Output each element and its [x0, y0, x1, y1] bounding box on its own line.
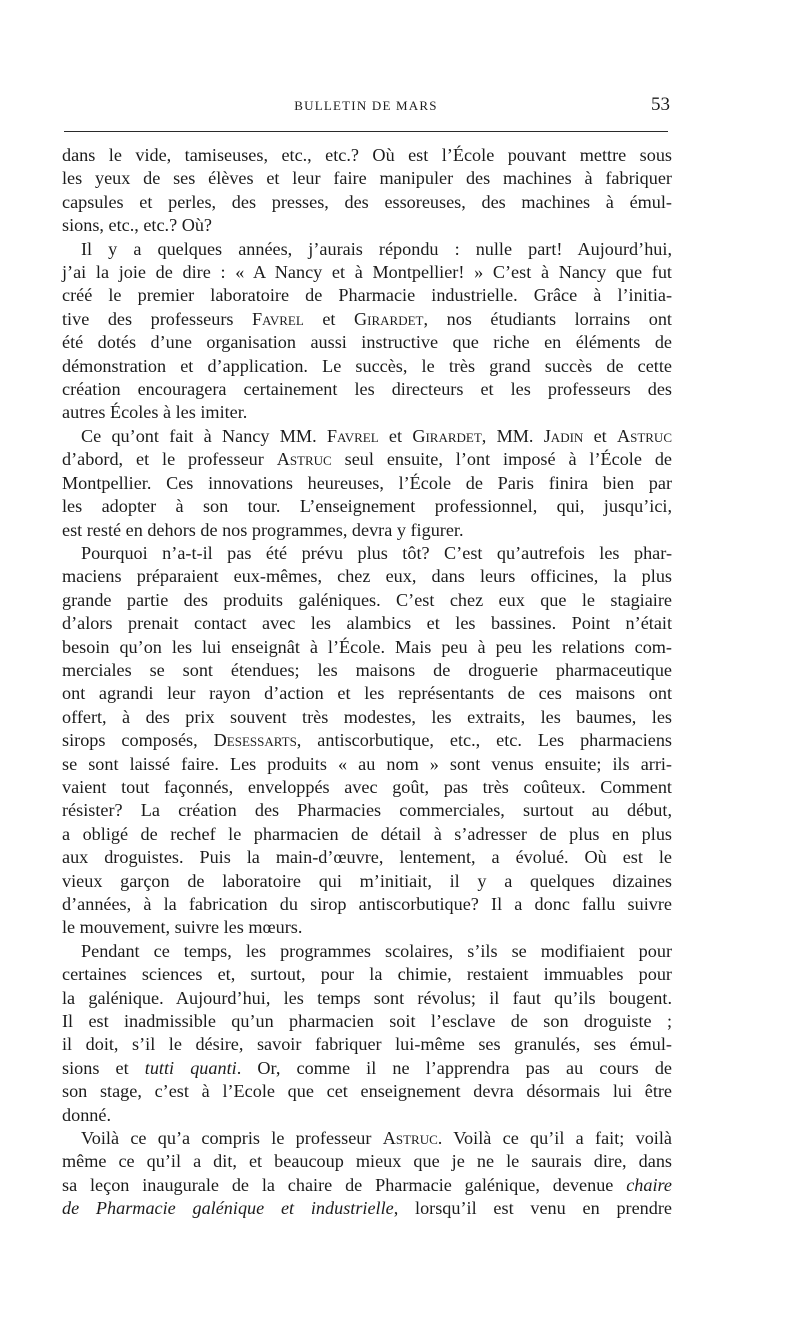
text-line: tive des professeurs Favrel et Girardet, nos étudiants lorrains ont [62, 308, 672, 329]
text-line: les yeux de ses élèves et leur faire manipuler des machines à fabriquer [62, 168, 672, 189]
paragraph [62, 425, 672, 542]
text-line: sions, etc., etc.? Où? [62, 215, 212, 236]
text-line: Il est inadmissible qu’un pharmacien soit l’esclave de son droguiste ; [62, 1011, 672, 1032]
text-line: besoin qu’on les lui enseignât à l’École. Mais peu à peu les relations com- [62, 636, 672, 657]
text-line: démonstration et d’application. Le succès, le très grand succès de cette [62, 355, 672, 376]
text-line: Voilà ce qu’a compris le professeur Astruc. Voilà ce qu’il a fait; voilà [81, 1128, 672, 1149]
text-line: résister? La création des Pharmacies commerciales, surtout au début, [62, 800, 672, 821]
header-rule [64, 131, 668, 132]
text-line: vaient tout façonnés, enveloppés avec goût, pas très coûteux. Comment [62, 776, 672, 797]
text-line: Pourquoi n’a-t-il pas été prévu plus tôt? C’est qu’autrefois les phar- [81, 542, 672, 563]
text-line: a obligé de rechef le pharmacien de détail à s’adresser de plus en plus [62, 823, 672, 844]
text-line: sions et tutti quanti. Or, comme il ne l’apprendra pas au cours de [62, 1057, 672, 1078]
body-text [62, 144, 672, 1221]
text-line: son stage, c’est à l’Ecole que cet enseignement devra désormais lui être [62, 1081, 672, 1102]
text-line: d’années, à la fabrication du sirop antiscorbutique? Il a donc fallu suivre [62, 894, 672, 914]
text-line: est resté en dehors de nos programmes, devra y figurer. [62, 519, 464, 540]
text-line: Pendant ce temps, les programmes scolaires, s’ils se modifiaient pour [81, 940, 672, 961]
text-line: il doit, s’il le désire, savoir fabriquer lui-même ses granulés, ses émul- [62, 1034, 672, 1055]
text-line: maciens préparaient eux-mêmes, chez eux, dans leurs officines, la plus [62, 566, 672, 587]
text-line: Montpellier. Ces innovations heureuses, l’École de Paris finira bien par [62, 472, 672, 493]
text-line: d’alors prenait contact avec les alambics et les bassines. Point n’était [62, 613, 672, 634]
paragraph [62, 144, 672, 238]
paragraph [62, 940, 672, 1127]
text-line: merciales se sont étendues; les maisons de droguerie pharmaceutique [62, 659, 672, 680]
page-header [62, 94, 670, 124]
text-line: Ce qu’ont fait à Nancy MM. Favrel et Girardet, MM. Jadin et Astruc [81, 425, 672, 446]
text-line: la galénique. Aujourd’hui, les temps sont révolus; il faut qu’ils bougent. [62, 987, 672, 1008]
text-line: les adopter à son tour. L’enseignement professionnel, qui, jusqu’ici, [62, 496, 672, 517]
text-line: de Pharmacie galénique et industrielle, lorsqu’il est venu en prendre [62, 1198, 672, 1219]
text-line: offert, à des prix souvent très modestes, les extraits, les baumes, les [62, 706, 672, 727]
text-line: aux droguistes. Puis la main-d’œuvre, lentement, a évolué. Où est le [62, 847, 672, 868]
text-line: créé le premier laboratoire de Pharmacie industrielle. Grâce à l’initia- [62, 285, 672, 306]
text-line: se sont laissé faire. Les produits « au nom » sont venus ensuite; ils arri- [62, 753, 672, 774]
page-number: 53 [651, 94, 670, 115]
text-line: ont agrandi leur rayon d’action et les représentants de ces maisons ont [62, 683, 672, 704]
text-line: vieux garçon de laboratoire qui m’initiait, il y a quelques dizaines [62, 870, 672, 891]
running-title: BULLETIN DE MARS [294, 98, 438, 113]
paragraph [62, 1127, 672, 1221]
text-line: autres Écoles à les imiter. [62, 402, 248, 423]
text-line: le mouvement, suivre les mœurs. [62, 917, 303, 938]
text-line: Il y a quelques années, j’aurais répondu : nulle part! Aujourd’hui, [81, 238, 672, 259]
text-line: même ce qu’il a dit, et beaucoup mieux que je ne le saurais dire, dans [62, 1151, 672, 1172]
paragraph [62, 542, 672, 940]
text-line: donné. [62, 1104, 111, 1125]
text-line: grande partie des produits galéniques. C’est chez eux que le stagiaire [62, 589, 672, 610]
text-line: création encouragera certainement les directeurs et les professeurs des [62, 379, 672, 400]
text-line: sa leçon inaugurale de la chaire de Pharmacie galénique, devenue chaire [62, 1174, 672, 1195]
text-line: sirops composés, Desessarts, antiscorbutique, etc., etc. Les pharmaciens [62, 730, 672, 751]
text-line: été dotés d’une organisation aussi instructive que riche en éléments de [62, 332, 672, 353]
text-line: dans le vide, tamiseuses, etc., etc.? Où est l’École pouvant mettre sous [62, 145, 672, 165]
text-line: certaines sciences et, surtout, pour la chimie, restaient immuables pour [62, 964, 672, 985]
text-line: j’ai la joie de dire : « A Nancy et à Montpellier! » C’est à Nancy que fut [62, 262, 672, 283]
text-line: capsules et perles, des presses, des essoreuses, des machines à émul- [62, 191, 672, 212]
paragraph [62, 238, 672, 425]
text-line: d’abord, et le professeur Astruc seul ensuite, l’ont imposé à l’École de [62, 449, 672, 470]
